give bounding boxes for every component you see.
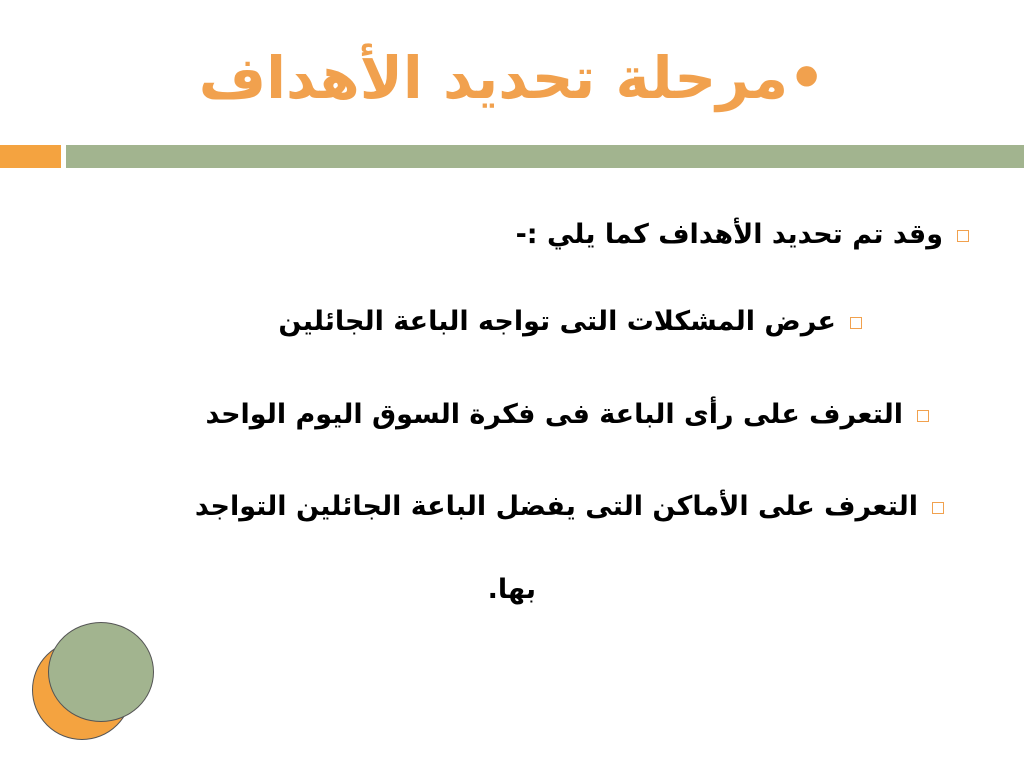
bullet-item-2 (278, 302, 862, 342)
bullet-text: عرض المشكلات التى تواجه الباعة الجائلين (278, 306, 836, 337)
square-bullet-icon (932, 502, 944, 514)
square-bullet-icon (917, 410, 929, 422)
decorative-circle-green (48, 622, 154, 722)
bullet-text: التعرف على رأى الباعة فى فكرة السوق اليوم الواحد (205, 399, 903, 430)
bullet-text: وقد تم تحديد الأهداف كما يلي :- (515, 219, 943, 250)
bullet-item-4 (195, 487, 944, 527)
slide-title: •مرحلة تحديد الأهداف (198, 44, 826, 112)
square-bullet-icon (850, 317, 862, 329)
bullet-item-4-continuation (488, 570, 536, 610)
header-accent-bar-green (66, 145, 1024, 168)
bullet-text: بها. (487, 574, 536, 605)
bullet-item-1 (516, 215, 969, 255)
bullet-item-3 (205, 395, 929, 435)
header-accent-bar-orange (0, 145, 61, 168)
square-bullet-icon (957, 230, 969, 242)
bullet-text: التعرف على الأماكن التى يفضل الباعة الجائلين التواجد (194, 491, 918, 522)
